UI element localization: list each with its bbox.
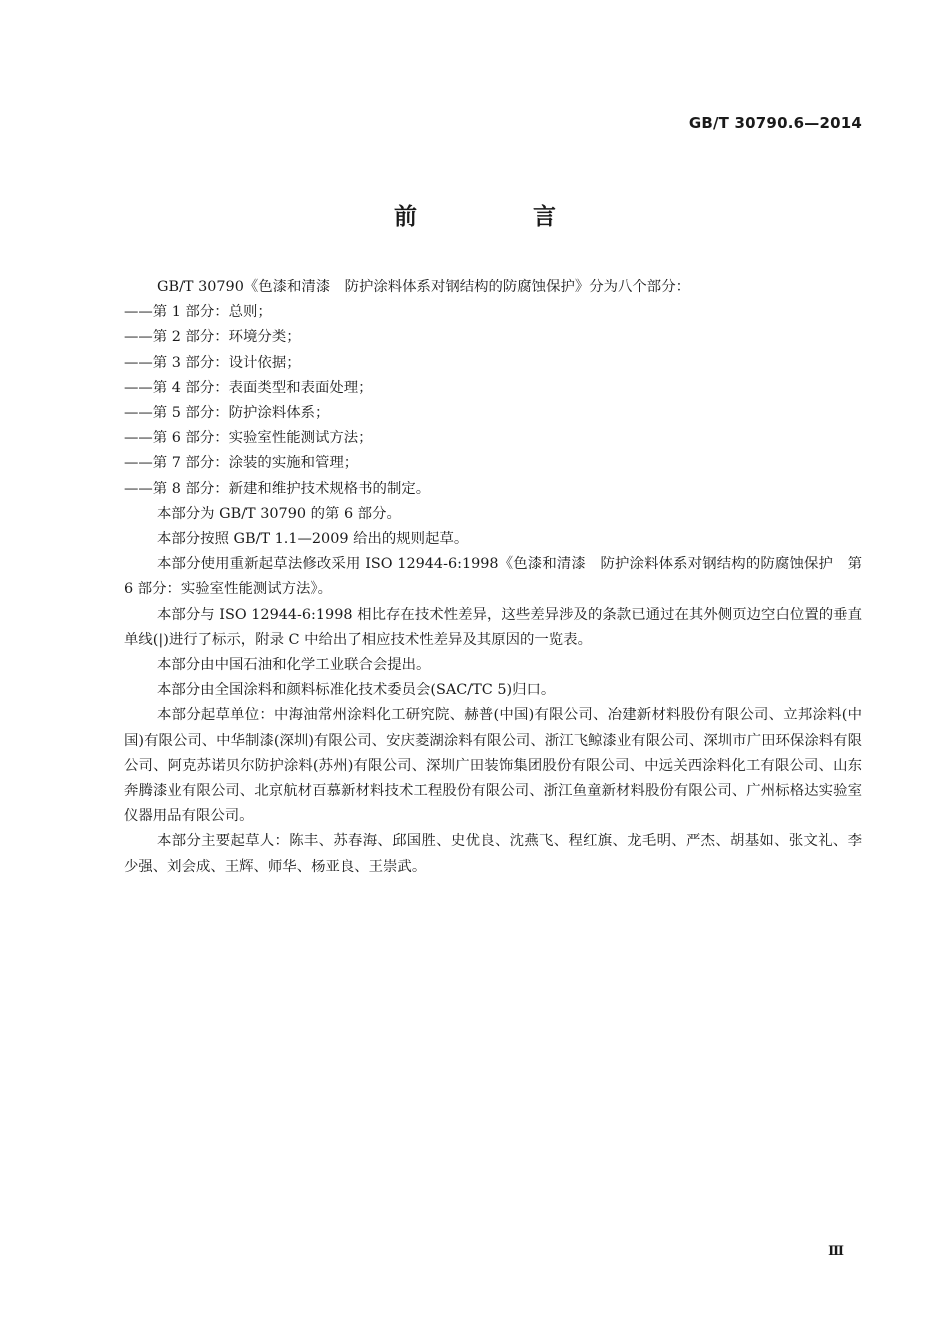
part-list-item: ——第 4 部分：表面类型和表面处理； (124, 379, 373, 396)
paragraph-responsible-committee: 本部分由全国涂料和颜料标准化技术委员会(SAC/TC 5)归口。 (157, 682, 556, 699)
paragraph-part-number: 本部分为 GB/T 30790 的第 6 部分。 (157, 505, 401, 522)
page-number: Ⅲ (828, 1244, 844, 1259)
paragraph-drafting-units: 本部分起草单位：中海油常州涂料化工研究院、赫普(中国)有限公司、冶建新材料股份有限公司、立邦涂料(中国)有限公司、中华制漆(深圳)有限公司、安庆菱湖涂料有限公司、浙江飞鲸漆业有限公司、深圳市广田环保涂料有限公司、阿克苏诺贝尔防护涂料(苏州)有限公司、深圳广田装饰集团股份有限公司、中远关西涂料化工有限公司、山东奔腾漆业有限公司、北京航材百慕新材料技术工程股份有限公司、浙江鱼童新材料股份有限公司、广州标格达实验室仪器用品有限公司。 (124, 707, 862, 825)
part-list-item: ——第 8 部分：新建和维护技术规格书的制定。 (124, 480, 431, 497)
foreword-body (124, 275, 862, 880)
page-title: 前 言 (393, 204, 610, 230)
part-list-item: ——第 5 部分：防护涂料体系； (124, 405, 330, 422)
paragraph-technical-differences: 本部分与 ISO 12944-6:1998 相比存在技术性差异，这些差异涉及的条款已通过在其外侧页边空白位置的垂直单线(|)进行了标示，附录 C 中给出了相应技术性差异及其原因的一览表。 (124, 606, 862, 648)
paragraph-drafting-rules: 本部分按照 GB/T 1.1—2009 给出的规则起草。 (157, 531, 469, 548)
part-list-item: ——第 6 部分：实验室性能测试方法； (124, 430, 373, 447)
part-list-item: ——第 7 部分：涂装的实施和管理； (124, 455, 359, 472)
paragraph-drafters: 本部分主要起草人：陈丰、苏春海、邱国胜、史优良、沈燕飞、程红旗、龙毛明、严杰、胡基如、张文礼、李少强、刘会成、王辉、师华、杨亚良、王崇武。 (124, 833, 862, 875)
intro-paragraph: GB/T 30790《色漆和清漆 防护涂料体系对钢结构的防腐蚀保护》分为八个部分： (157, 279, 690, 295)
paragraph-proposer: 本部分由中国石油和化学工业联合会提出。 (157, 657, 431, 674)
part-list-item: ——第 1 部分：总则； (124, 304, 272, 321)
paragraph-adoption: 本部分使用重新起草法修改采用 ISO 12944-6:1998《色漆和清漆 防护涂料体系对钢结构的防腐蚀保护 第 6 部分：实验室性能测试方法》。 (124, 556, 862, 598)
part-list-item: ——第 3 部分：设计依据； (124, 354, 301, 371)
part-list-item: ——第 2 部分：环境分类； (124, 329, 301, 346)
document-code: GB/T 30790.6—2014 (688, 114, 862, 132)
